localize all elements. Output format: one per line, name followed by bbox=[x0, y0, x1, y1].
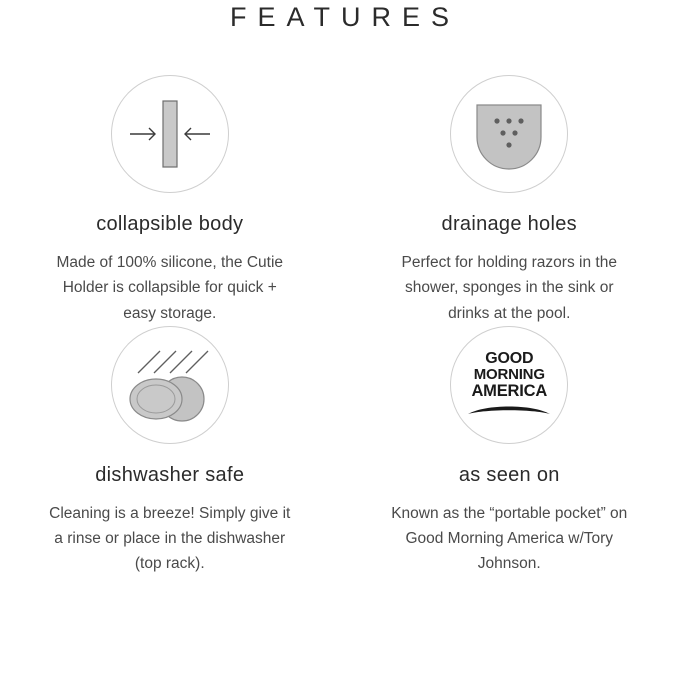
collapsible-body-icon bbox=[111, 75, 229, 193]
feature-title: drainage holes bbox=[441, 213, 577, 235]
page-title: FEATURES bbox=[229, 2, 460, 32]
dishwasher-safe-glyph bbox=[120, 337, 220, 433]
feature-as-seen-on bbox=[340, 326, 679, 577]
logo-line-3: AMERICA bbox=[471, 381, 548, 400]
feature-body: Cleaning is a breeze! Simply give it a rinse or place in the dishwasher (top rack). bbox=[49, 504, 291, 573]
feature-body: Perfect for holding razors in the shower, sponges in the sink or drinks at the pool. bbox=[401, 254, 617, 322]
good-morning-america-logo bbox=[450, 326, 568, 444]
logo-line-2: MORNING bbox=[473, 366, 545, 384]
feature-dishwasher-safe bbox=[0, 326, 340, 577]
collapsible-body-glyph bbox=[120, 89, 220, 179]
logo-line-1: GOOD bbox=[485, 350, 534, 368]
feature-title: dishwasher safe bbox=[95, 463, 245, 486]
feature-body: Made of 100% silicone, the Cutie Holder is collapsible for quick + easy storage. bbox=[56, 254, 284, 322]
feature-collapsible-body bbox=[0, 75, 340, 326]
feature-title: collapsible body bbox=[96, 213, 244, 235]
dishwasher-safe-icon bbox=[111, 326, 229, 444]
feature-drainage-holes bbox=[340, 75, 679, 326]
feature-title: as seen on bbox=[458, 463, 560, 486]
logo-swoosh-icon bbox=[466, 402, 552, 418]
feature-body: Known as the “portable pocket” on Good Morning America w/Tory Johnson. bbox=[391, 504, 628, 573]
drainage-holes-icon bbox=[450, 75, 568, 193]
features-grid bbox=[0, 75, 679, 577]
drainage-holes-glyph bbox=[464, 91, 554, 177]
